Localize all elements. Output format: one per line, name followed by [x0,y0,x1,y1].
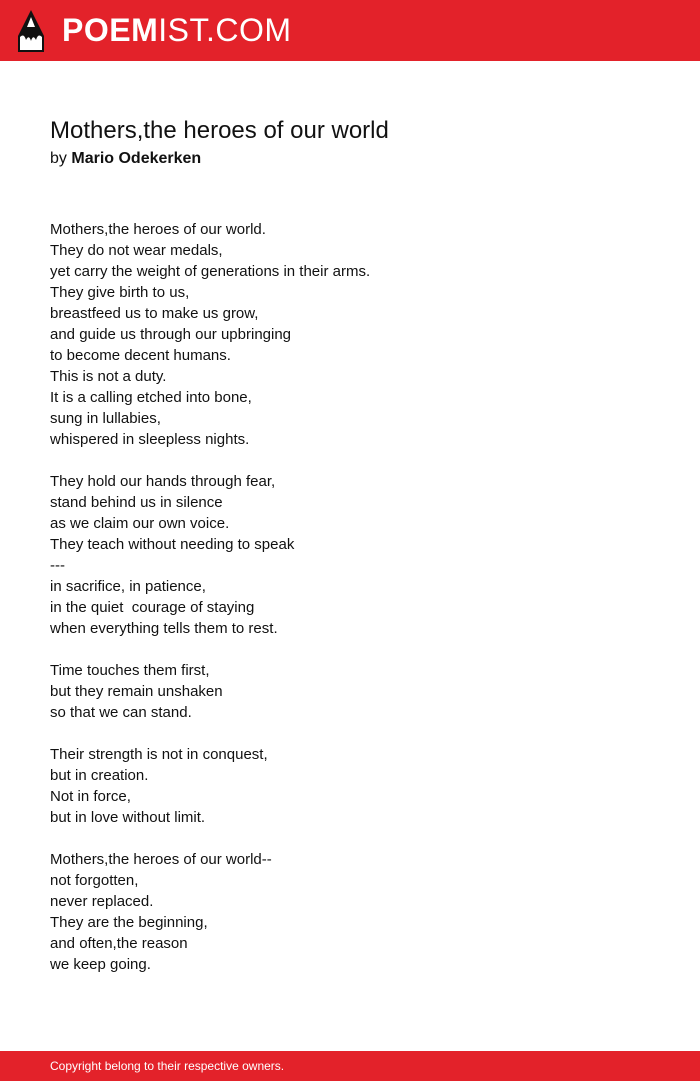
poem-line: It is a calling etched into bone, [50,389,252,406]
poem-line: we keep going. [50,956,151,973]
site-footer [0,1051,700,1081]
byline [50,149,201,169]
poem-line: sung in lullabies, [50,410,161,427]
poem-line: breastfeed us to make us grow, [50,305,259,322]
poem-line: and often,the reason [50,935,188,952]
poem-line: They do not wear medals, [50,242,223,259]
poem-line: when everything tells them to rest. [50,620,278,637]
poem-line: They give birth to us, [50,284,190,301]
poem-line: Not in force, [50,788,131,805]
poem-line: Mothers,the heroes of our world. [50,221,266,238]
poem-line: so that we can stand. [50,704,192,721]
logo-bold-text: POEM [62,12,159,48]
site-logo[interactable] [62,12,292,48]
poem-line: Their strength is not in conquest, [50,746,268,763]
poem-line: as we claim our own voice. [50,515,230,532]
poem-line: never replaced. [50,893,154,910]
poem-line: Time touches them first, [50,662,210,679]
poem-stanza [50,849,650,975]
site-header [0,0,700,61]
poem-title: Mothers,the heroes of our world [50,117,389,144]
poem-stanza [50,219,650,450]
poem-stanza [50,471,650,639]
poem-line: They teach without needing to speak [50,536,295,553]
poem-line: stand behind us in silence [50,494,223,511]
poem-line: in sacrifice, in patience, [50,578,206,595]
poem-line: They hold our hands through fear, [50,473,276,490]
poem-line: They are the beginning, [50,914,208,931]
poem-line: in the quiet courage of staying [50,599,255,616]
copyright-notice: Copyright belong to their respective owners. [50,1059,285,1073]
logo-light-text: IST.COM [158,12,292,48]
poem-line: and guide us through our upbringing [50,326,292,343]
poem-line: --- [50,557,65,574]
poem-stanza [50,744,650,828]
author-name: Mario Odekerken [71,150,202,167]
by-label: by [50,150,67,167]
poem-line: but in creation. [50,767,149,784]
poem-line: Mothers,the heroes of our world-- [50,851,272,868]
poem-line: not forgotten, [50,872,139,889]
poem-line: but they remain unshaken [50,683,223,700]
poem-line: This is not a duty. [50,368,167,385]
poem-line: whispered in sleepless nights. [50,431,250,448]
poem-line: yet carry the weight of generations in their arms. [50,263,371,280]
pencil-tip-icon[interactable] [18,10,44,52]
poem-body [50,219,650,996]
poem-line: but in love without limit. [50,809,206,826]
poem-stanza [50,660,650,723]
poem-line: to become decent humans. [50,347,231,364]
